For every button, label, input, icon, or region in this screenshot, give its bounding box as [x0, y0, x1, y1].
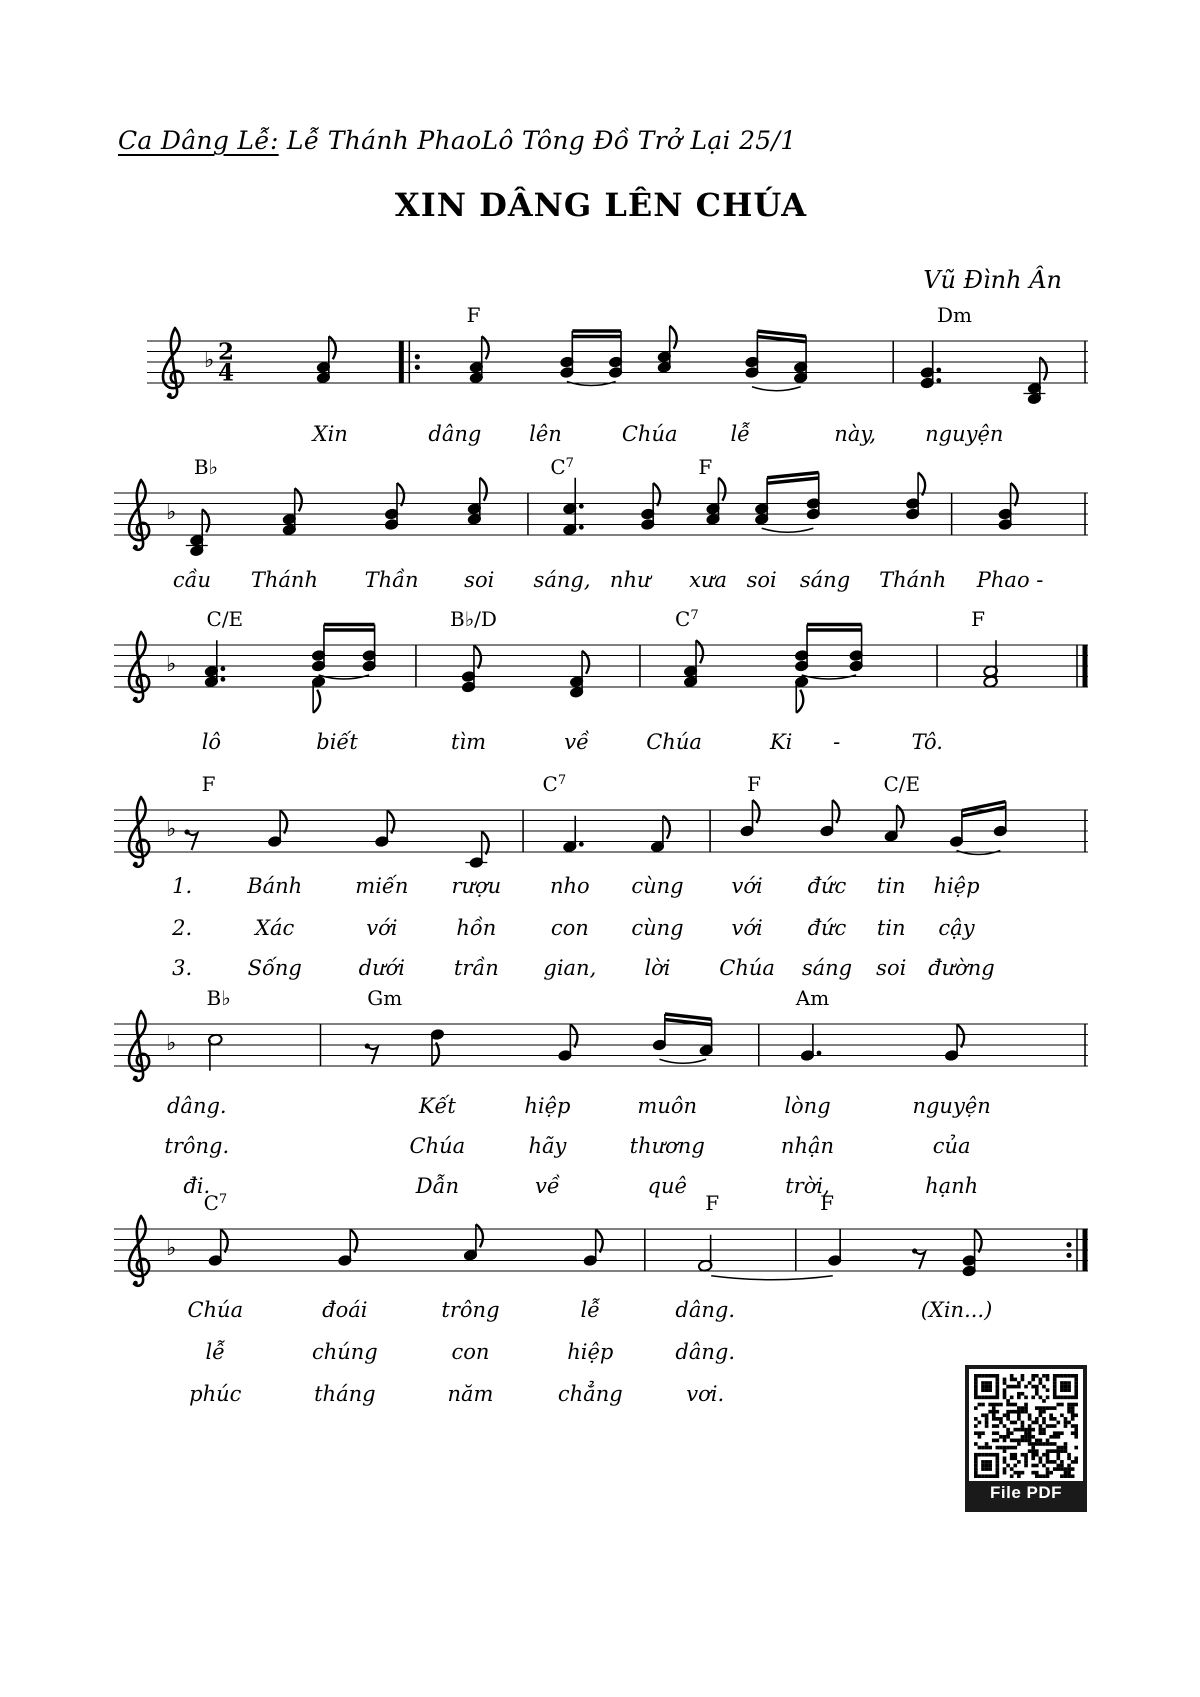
eighth-flag [718, 478, 725, 501]
lyric-word: với [366, 916, 398, 940]
eighth-flag [832, 800, 839, 823]
note [820, 800, 840, 837]
flat-sign: ♭ [166, 500, 177, 525]
lyric-word: lễ [580, 1298, 601, 1322]
lyric-word: cầu [172, 568, 211, 592]
qr-code [974, 1374, 1078, 1478]
lyric-word: nguyện [925, 422, 1004, 446]
chord-symbol: C/E [206, 607, 244, 631]
lyric-word: chẳng [557, 1382, 623, 1406]
note [767, 473, 821, 521]
lyric-word: Kết [418, 1094, 456, 1118]
note [998, 483, 1018, 531]
lyric-word: sáng [801, 956, 853, 980]
lyric-word: hiệp [524, 1094, 571, 1118]
eighth-flag [670, 326, 677, 349]
lyric-word: đi. [183, 1174, 211, 1198]
lyric-word: tìm [450, 730, 487, 754]
lyric-word: 2. [172, 916, 193, 940]
note [962, 1230, 982, 1278]
chord-symbol: Gm [367, 986, 403, 1010]
lyric-word: nhận [780, 1134, 835, 1158]
lyric-word: dâng. [675, 1298, 736, 1322]
note [657, 326, 677, 374]
note [640, 483, 660, 531]
treble-clef-icon [129, 797, 149, 867]
eighth-flag [474, 646, 481, 669]
eighth-rest [365, 1043, 378, 1064]
lyric-word: con [451, 1340, 490, 1364]
note [827, 1230, 842, 1267]
note [469, 336, 489, 384]
lyric-word: dâng. [166, 1094, 227, 1118]
note [683, 640, 703, 688]
chord-symbol: F [971, 607, 986, 631]
eighth-flag [1040, 357, 1047, 380]
chord-symbol: B♭ [206, 986, 231, 1010]
lyric-word: về [564, 730, 590, 754]
lyric-word: soi [464, 568, 495, 592]
lyric-word: lời [644, 956, 671, 980]
note [800, 1025, 821, 1062]
header-label: Ca Dâng Lễ: [118, 126, 279, 155]
lyric-word: xưa [689, 568, 728, 592]
lyric-word: rượu [451, 874, 502, 898]
composer: Vũ Đình Ân [923, 266, 1062, 294]
note [665, 1014, 714, 1056]
eighth-flag [753, 800, 760, 823]
lyric-word: biết [316, 730, 358, 754]
lyric-word: dưới [358, 956, 406, 980]
flat-sign: ♭ [204, 348, 215, 373]
eighth-flag [476, 1224, 483, 1247]
note [944, 1025, 964, 1062]
chord-symbol: B♭/D [450, 607, 497, 631]
note [558, 1025, 578, 1062]
note [807, 625, 864, 673]
eighth-flag [897, 805, 904, 828]
eighth-rest [184, 829, 197, 850]
flat-sign: ♭ [166, 1236, 177, 1261]
chord-symbol: F [466, 303, 481, 327]
lyric-word: 3. [172, 956, 193, 980]
tie [762, 528, 814, 532]
beam [665, 1014, 712, 1019]
eighth-flag [387, 811, 394, 834]
note [186, 509, 209, 557]
flat-sign: ♭ [166, 817, 177, 842]
eighth-flag [957, 1025, 964, 1048]
chord-symbol: F [820, 1191, 835, 1215]
chord-symbol: C/E [883, 772, 921, 796]
treble-clef-icon [129, 1011, 149, 1081]
eighth-flag [397, 483, 404, 506]
lyric-word: năm [447, 1382, 494, 1406]
eighth-flag [918, 473, 925, 496]
note [337, 1230, 357, 1267]
beam [757, 331, 806, 336]
lyric-word: lòng [784, 1094, 831, 1118]
lyric-word: trông [441, 1298, 500, 1322]
lyric-word: Thánh [879, 568, 947, 592]
svg-text:2: 2 [217, 338, 235, 366]
treble-clef-icon [129, 632, 149, 702]
note [430, 1028, 445, 1065]
chord-symbol: F [201, 772, 216, 796]
lyric-word: Chúa [719, 956, 775, 980]
eighth-flag [1011, 483, 1018, 506]
note [905, 473, 925, 521]
lyric-word: Tô. [911, 730, 943, 754]
note [324, 625, 377, 673]
note [706, 478, 726, 526]
lyric-word: dâng. [675, 1340, 736, 1364]
tie [752, 387, 801, 391]
eighth-flag [295, 488, 302, 511]
note [461, 646, 481, 694]
eighth-flag [653, 483, 660, 506]
eighth-flag [313, 690, 320, 713]
eighth-flag [432, 1043, 439, 1066]
eighth-flag [570, 1025, 577, 1048]
lyric-word: lễ [730, 422, 751, 446]
note [208, 1034, 223, 1071]
treble-clef-icon [129, 480, 149, 550]
note [572, 331, 623, 379]
lyric-word: lô [201, 730, 222, 754]
note [267, 811, 287, 848]
eighth-flag [202, 509, 209, 532]
staff-system-5 [114, 979, 1088, 1113]
lyric-word: đức [807, 874, 847, 898]
note [204, 640, 225, 688]
lyric-word: với [731, 874, 763, 898]
lyric-word: như [609, 568, 651, 592]
chord-symbol: F [705, 1191, 720, 1215]
time-signature [218, 339, 234, 387]
note [698, 1235, 713, 1272]
note [463, 1224, 483, 1261]
lyric-word: dâng [428, 422, 482, 446]
note [282, 488, 302, 536]
chord-symbol: F [747, 772, 761, 796]
beam [767, 478, 819, 483]
lyric-word: cùng [631, 916, 684, 940]
eighth-flag [329, 336, 336, 359]
chord-symbol: F [698, 455, 713, 479]
flat-sign: ♭ [166, 1031, 177, 1056]
note [920, 342, 941, 390]
treble-clef-icon [129, 1216, 149, 1286]
tie [711, 1276, 833, 1280]
lyric-word: soi [876, 956, 907, 980]
eighth-flag [596, 1230, 603, 1253]
tie [659, 1059, 706, 1063]
lyric-word: Xác [255, 916, 295, 940]
svg-text:4: 4 [217, 359, 235, 387]
lyric-word: sáng [799, 568, 851, 592]
flat-sign: ♭ [166, 652, 177, 677]
lyric-word: (Xin...) [920, 1298, 993, 1322]
header [118, 126, 796, 155]
lyric-word: tháng [314, 1382, 376, 1406]
qr-image-frame [969, 1369, 1083, 1481]
lyric-word: Ki [769, 730, 793, 754]
beam [767, 473, 819, 478]
eighth-flag [482, 336, 489, 359]
chord-symbol: $C^7$ [203, 1191, 228, 1215]
chord-symbol: $C^7$ [550, 455, 574, 479]
note [962, 802, 1008, 842]
lyric-word: lên [529, 422, 562, 446]
lyric-word: thương [629, 1134, 705, 1158]
lyric-word: quê [647, 1174, 687, 1198]
note [374, 811, 394, 848]
note [757, 331, 808, 384]
note [794, 676, 809, 713]
lyric-word: hiệp [933, 874, 980, 898]
lyric-word: nguyện [912, 1094, 991, 1118]
qr-label: File PDF [969, 1481, 1083, 1508]
lyric-word: Xin [312, 422, 348, 446]
page-title: XIN DÂNG LÊN CHÚA [394, 186, 808, 224]
lyric-word: 1. [172, 874, 193, 898]
lyric-word: cậy [938, 916, 975, 940]
lyric-word: lễ [205, 1340, 226, 1364]
note [465, 832, 488, 869]
lyric-word: phúc [189, 1382, 242, 1406]
eighth-rest [912, 1248, 925, 1269]
lyric-word: đức [807, 916, 847, 940]
note [650, 816, 670, 853]
lyric-word: về [535, 1174, 560, 1198]
lyric-word: trông. [164, 1134, 230, 1158]
lyric-word: hồn [456, 916, 497, 940]
eighth-flag [975, 1230, 982, 1253]
lyric-word: Thánh [250, 568, 318, 592]
note [562, 816, 583, 853]
treble-clef-icon [163, 328, 183, 398]
staff-system-2 [114, 448, 1088, 582]
lyric-word: của [932, 1134, 971, 1158]
lyric-word: trần [453, 956, 499, 980]
lyric-word: hạnh [925, 1174, 979, 1198]
lyric-word: Sống [247, 956, 302, 980]
lyric-word: vơi. [686, 1382, 725, 1406]
lyric-word: muôn [637, 1094, 698, 1118]
lyric-word: Dẫn [415, 1174, 459, 1198]
note [311, 676, 326, 713]
note [1023, 357, 1046, 405]
lyric-word: chúng [311, 1340, 378, 1364]
note [562, 478, 583, 536]
lyric-word: - [833, 730, 841, 754]
lyric-word: hiệp [567, 1340, 614, 1364]
lyric-word: hãy [528, 1134, 567, 1158]
note [384, 483, 404, 531]
note [316, 336, 336, 384]
lyric-word: sáng, [533, 568, 591, 592]
chord-symbol: $C^7$ [542, 772, 567, 796]
lyric-word: nho [549, 874, 590, 898]
lyric-word: Chúa [646, 730, 702, 754]
lyric-word: con [550, 916, 589, 940]
lyric-word: cùng [631, 874, 684, 898]
header-subtitle: Lễ Thánh PhaoLô Tông Đồ Trở Lại 25/1 [278, 126, 797, 155]
note [740, 800, 760, 837]
eighth-flag [482, 832, 489, 855]
eighth-flag [796, 690, 803, 713]
staff-system-1 [114, 296, 1088, 430]
chord-symbol: B♭ [193, 455, 219, 479]
eighth-flag [480, 478, 487, 501]
lyric-word: Thần [364, 568, 419, 592]
qr-block [965, 1365, 1087, 1512]
staff-system-3 [114, 600, 1088, 734]
chord-symbol: Dm [937, 303, 973, 327]
lyric-word: đường [928, 956, 995, 980]
note [983, 640, 998, 688]
lyric-word: soi [746, 568, 777, 592]
eighth-flag [350, 1230, 357, 1253]
note [208, 1230, 228, 1267]
lyric-word: trời, [785, 1174, 830, 1198]
lyric-word: gian, [543, 956, 597, 980]
lyric-word: miến [355, 874, 409, 898]
lyric-word: Chúa [409, 1134, 466, 1158]
lyric-word: này, [834, 422, 877, 446]
lyric-word: Chúa [621, 422, 678, 446]
chord-symbol: $C^7$ [675, 607, 699, 631]
eighth-flag [280, 811, 287, 834]
note [583, 1230, 603, 1267]
eighth-flag [696, 640, 703, 663]
note [467, 478, 487, 526]
chord-symbol: Am [795, 986, 830, 1010]
note [884, 805, 904, 842]
lyric-word: tin [876, 916, 906, 940]
eighth-flag [221, 1230, 228, 1253]
lyric-word: Chúa [187, 1298, 244, 1322]
note [569, 651, 589, 699]
lyric-word: Bánh [247, 874, 303, 898]
eighth-flag [582, 651, 589, 674]
lyric-word: Phao - [976, 568, 1044, 592]
lyric-word: với [731, 916, 763, 940]
lyric-word: đoái [322, 1298, 368, 1322]
lyric-word: tin [876, 874, 906, 898]
eighth-flag [663, 816, 670, 839]
